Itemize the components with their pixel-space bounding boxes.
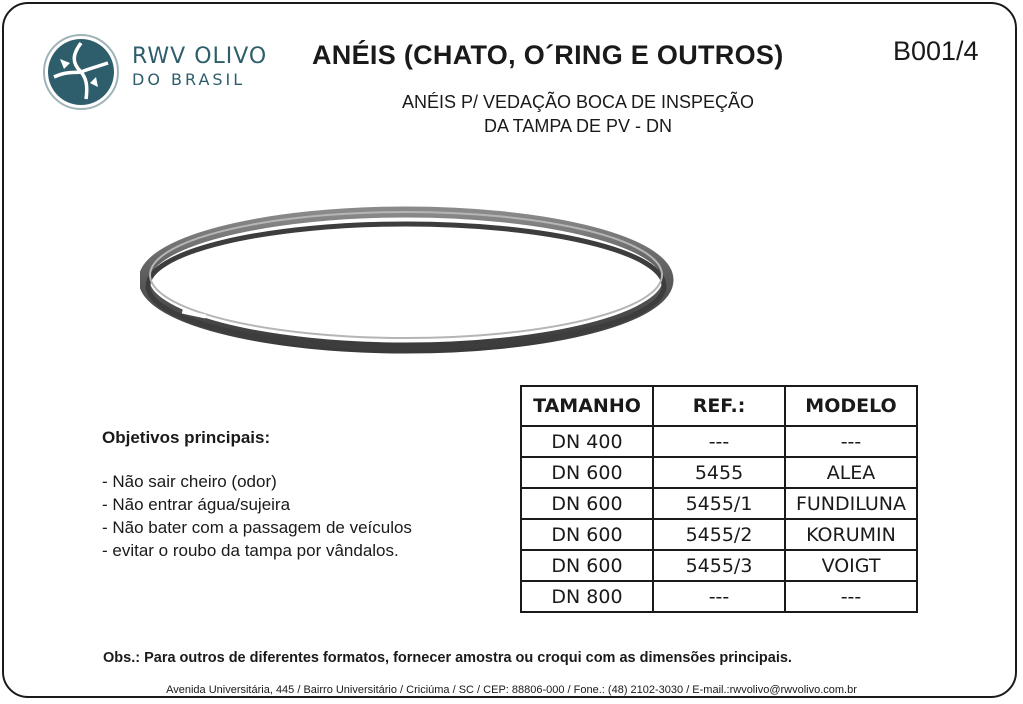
cell-modelo: FUNDILUNA xyxy=(785,488,917,519)
brand-name-line1: RWV OLIVO xyxy=(132,44,268,69)
objective-item: - Não bater com a passagem de veículos xyxy=(102,518,412,537)
cell-ref: 5455/3 xyxy=(653,550,785,581)
cell-ref: 5455/1 xyxy=(653,488,785,519)
subtitle-line2: DA TAMPA DE PV - DN xyxy=(483,116,673,136)
cell-tamanho: DN 600 xyxy=(521,457,653,488)
cell-ref: 5455 xyxy=(653,457,785,488)
table-row xyxy=(521,581,917,612)
table-row xyxy=(521,426,917,457)
cell-modelo: --- xyxy=(785,581,917,612)
header-tamanho: TAMANHO xyxy=(521,386,653,426)
cell-modelo: ALEA xyxy=(785,457,917,488)
cell-tamanho: DN 600 xyxy=(521,550,653,581)
cell-tamanho: DN 800 xyxy=(521,581,653,612)
subtitle-line1: ANÉIS P/ VEDAÇÃO BOCA DE INSPEÇÃO xyxy=(401,92,755,112)
objective-item: - Não sair cheiro (odor) xyxy=(102,472,277,491)
cell-tamanho: DN 600 xyxy=(521,519,653,550)
document-code: B001/4 xyxy=(893,36,979,66)
header-ref: REF.: xyxy=(653,386,785,426)
cell-modelo: KORUMIN xyxy=(785,519,917,550)
table-row xyxy=(521,488,917,519)
table-header-row xyxy=(521,386,917,426)
page-title: ANÉIS (CHATO, O´RING E OUTROS) xyxy=(312,40,784,70)
objectives-heading: Objetivos principais: xyxy=(102,428,271,447)
table-row xyxy=(521,550,917,581)
cell-modelo: --- xyxy=(785,426,917,457)
brand-name xyxy=(132,44,267,90)
cell-tamanho: DN 600 xyxy=(521,488,653,519)
cell-ref: 5455/2 xyxy=(653,519,785,550)
sealing-ring-illustration xyxy=(140,200,680,360)
rwv-logo-icon xyxy=(42,33,120,111)
table-row xyxy=(521,519,917,550)
cell-tamanho: DN 400 xyxy=(521,426,653,457)
cell-ref: --- xyxy=(653,426,785,457)
cell-modelo: VOIGT xyxy=(785,550,917,581)
observation-note: Obs.: Para outros de diferentes formatos, fornecer amostra ou croqui com as dimensões principais. xyxy=(103,650,792,666)
footer-address: Avenida Universitária, 445 / Bairro Universitário / Criciúma / SC / CEP: 88806-000 / Fone.: (48) 2102-3030 / E-mail.:rwvolivo@rwvolivo.com.br xyxy=(166,684,857,696)
cell-ref: --- xyxy=(653,581,785,612)
objectives-section xyxy=(102,426,412,562)
objective-item: - Não entrar água/sujeira xyxy=(102,495,291,514)
spec-table xyxy=(520,385,918,613)
header-modelo: MODELO xyxy=(785,386,917,426)
table-row xyxy=(521,457,917,488)
subtitle xyxy=(300,90,856,138)
objective-item: - evitar o roubo da tampa por vândalos. xyxy=(102,541,399,560)
brand-name-line2: DO BRASIL xyxy=(132,70,246,89)
